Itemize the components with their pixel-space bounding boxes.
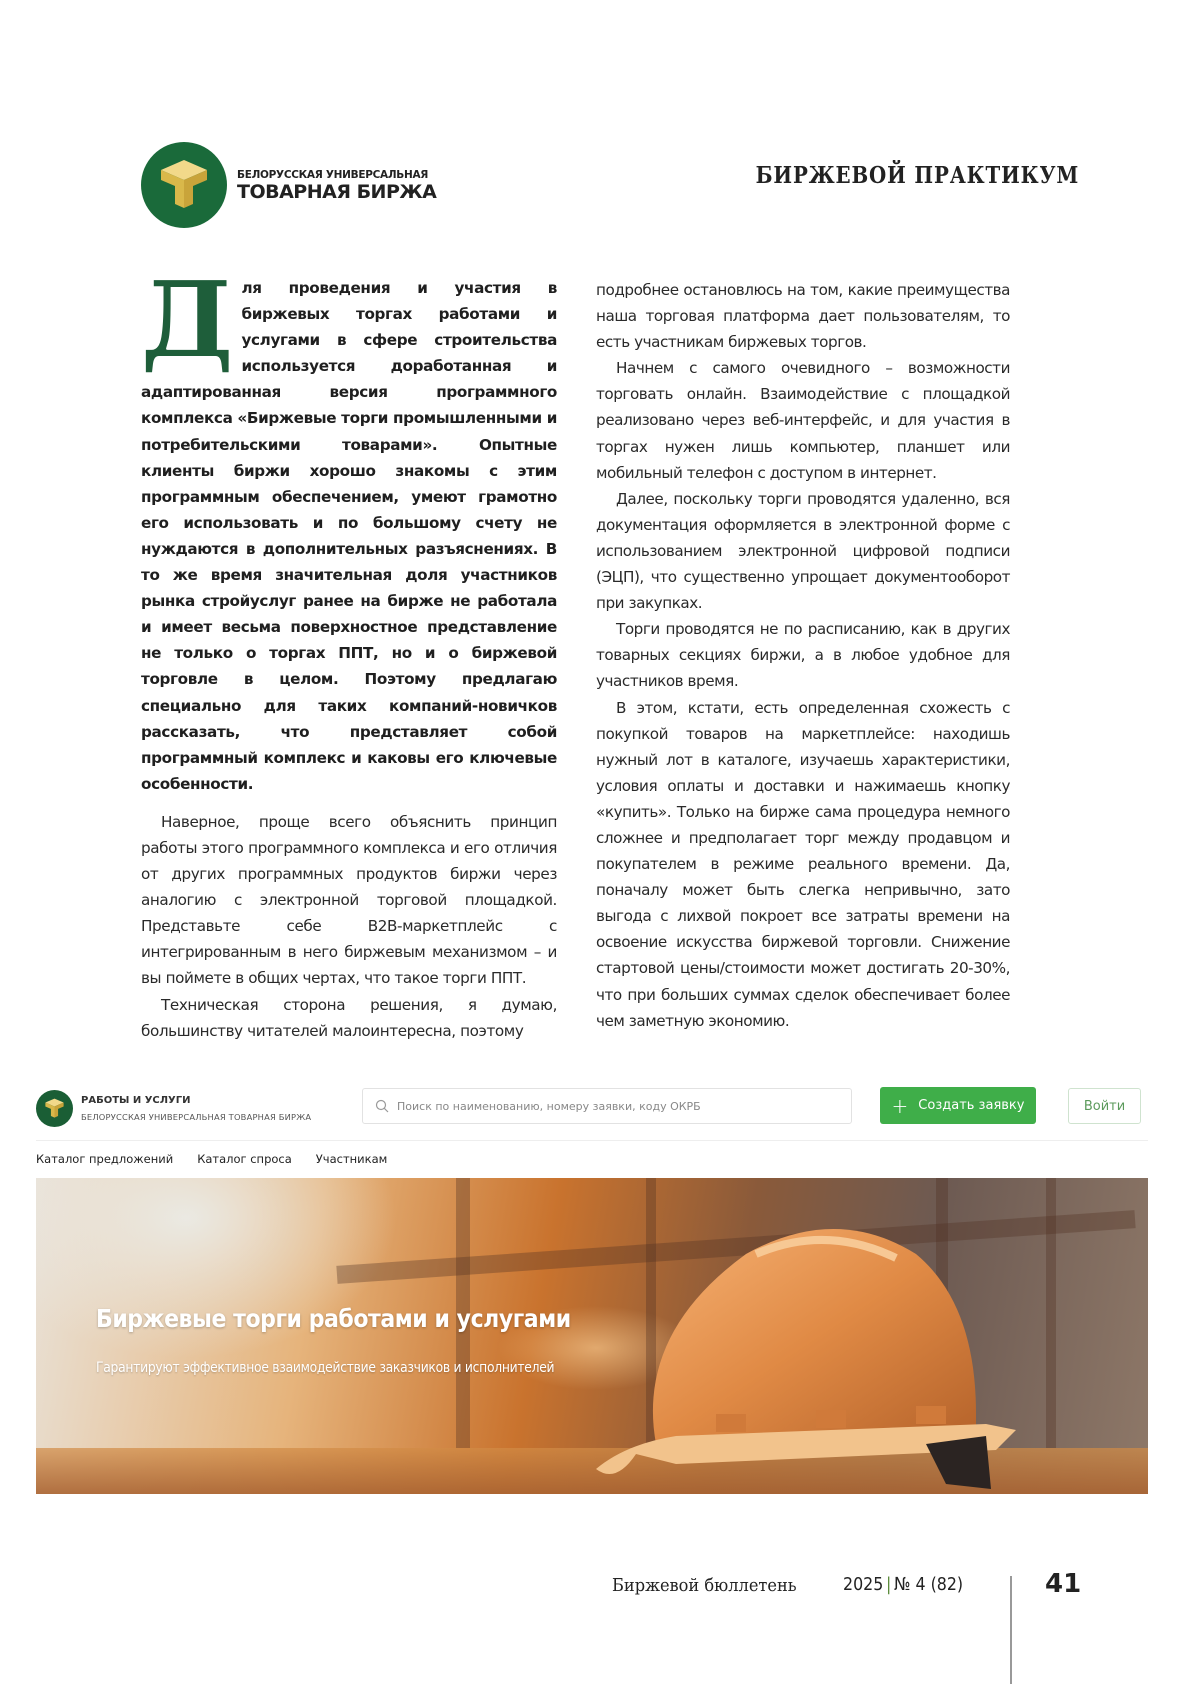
issue-info — [843, 1574, 963, 1595]
article-column-right — [596, 277, 1010, 1034]
hero-banner — [36, 1178, 1148, 1494]
article-paragraph-continuation: подробнее остановлюсь на том, какие преимущества наша торговая платформа дает пользователям, то есть участникам биржевых торгов. — [596, 281, 1010, 352]
website-header — [36, 1082, 1148, 1144]
website-brand-title: РАБОТЫ И УСЛУГИ — [81, 1095, 191, 1106]
hero-title: Биржевые торги работами и услугами — [96, 1304, 571, 1333]
issue-number: № 4 (82) — [893, 1574, 964, 1595]
login-button[interactable]: Войти — [1068, 1088, 1141, 1124]
nav-item-participants[interactable]: Участникам — [315, 1152, 388, 1166]
create-request-label: Создать заявку — [918, 1098, 1025, 1113]
website-screenshot — [36, 1082, 1148, 1494]
article-column-left — [141, 258, 557, 1044]
article-paragraph: Торги проводятся не по расписанию, как в других товарных секциях биржи, а в любое удобное для участников время. — [596, 620, 1010, 691]
nav-item-demand-catalog[interactable]: Каталог спроса — [197, 1152, 292, 1166]
issue-separator: | — [885, 1574, 892, 1595]
section-title: БИРЖЕВОЙ ПРАКТИКУМ — [755, 162, 1079, 189]
logo-text-line2: ТОВАРНАЯ БИРЖА — [237, 180, 437, 203]
article-paragraph: Начнем с самого очевидного – возможности торговать онлайн. Взаимодействие с площадкой реализовано через веб-интерфейс, и для участия в торгах нужен лишь компьютер, планшет или мобильный телефон с доступом в интернет. — [596, 359, 1010, 482]
logo-emblem-icon — [141, 142, 227, 228]
article-paragraph: Техническая сторона решения, я думаю, большинству читателей малоинтересна, поэтому — [141, 995, 557, 1040]
nav-item-offers-catalog[interactable]: Каталог предложений — [36, 1152, 174, 1166]
search-box[interactable] — [362, 1088, 852, 1124]
plus-icon: + — [891, 1093, 909, 1118]
exchange-logo — [141, 142, 436, 228]
issue-year: 2025 — [843, 1574, 884, 1595]
article-paragraph: Наверное, проще всего объяснить принцип работы этого программного комплекса и его отличия от других программных продуктов биржи через аналогию с электронной торговой площадкой. Представьте себе B2B-маркетплейс с интегрированным в него биржевым механизмом – и вы поймете в общих чертах, что такое торги ППТ. — [141, 812, 557, 988]
website-brand[interactable] — [81, 1094, 311, 1127]
website-nav — [36, 1152, 387, 1166]
magazine-name: Биржевой бюллетень — [612, 1575, 797, 1596]
footer-divider — [1010, 1576, 1012, 1684]
article-paragraph: В этом, кстати, есть определенная схожесть с покупкой товаров на маркетплейсе: находишь нужный лот в каталоге, изучаешь характеристики, условия оплаты и доставки и нажимаешь кнопку «купить». Только на бирже сама процедура немного сложнее и предполагает торг между продавцом и покупателем в режиме реального времени. Да, поначалу может быть слегка непривычно, зато выгода с лихвой покроет все затраты времени на освоение искусства биржевой торговли. Снижение стартовой цены/стоимости может достигать 20-30%, что при больших суммах сделок обеспечивает более чем заметную экономию. — [596, 698, 1010, 1030]
website-logo-icon[interactable] — [36, 1090, 73, 1127]
create-request-button[interactable] — [880, 1087, 1036, 1124]
hero-subtitle: Гарантируют эффективное взаимодействие заказчиков и исполнителей — [96, 1360, 555, 1376]
article-lead: ля проведения и участия в биржевых торгах работами и услугами в сфере строительства используется доработанная и адаптированная версия программного комплекса «Биржевые торги промышленными и потребительскими товарами». Опытные клиенты биржи хорошо знакомы с этим программным обеспечением, умеют грамотно его использовать и по большому счету не нуждаются в дополнительных разъяснениях. В то же время значительная доля участников рынка стройуслуг ранее на бирже не работала и имеет весьма поверхностное представление не только о торгах ППТ, но и о биржевой торговле в целом. Поэтому предлагаю специально для таких компаний-новичков рассказать, что представляет собой программный комплекс и каковы его ключевые особенности. — [141, 279, 557, 793]
drop-cap: Д — [141, 258, 234, 381]
article-paragraph: Далее, поскольку торги проводятся удаленно, вся документация оформляется в электронной форме с использованием электронной цифровой подписи (ЭЦП), что существенно упрощает документооборот при закупках. — [596, 489, 1010, 613]
search-input[interactable] — [397, 1100, 817, 1113]
page-number: 41 — [1045, 1569, 1082, 1599]
search-icon — [375, 1099, 389, 1113]
hard-hat-icon — [596, 1214, 1036, 1494]
header-divider — [36, 1140, 1148, 1141]
logo-text-line1: БЕЛОРУССКАЯ УНИВЕРСАЛЬНАЯ — [237, 168, 429, 181]
website-brand-subtitle: БЕЛОРУССКАЯ УНИВЕРСАЛЬНАЯ ТОВАРНАЯ БИРЖА — [81, 1112, 312, 1122]
